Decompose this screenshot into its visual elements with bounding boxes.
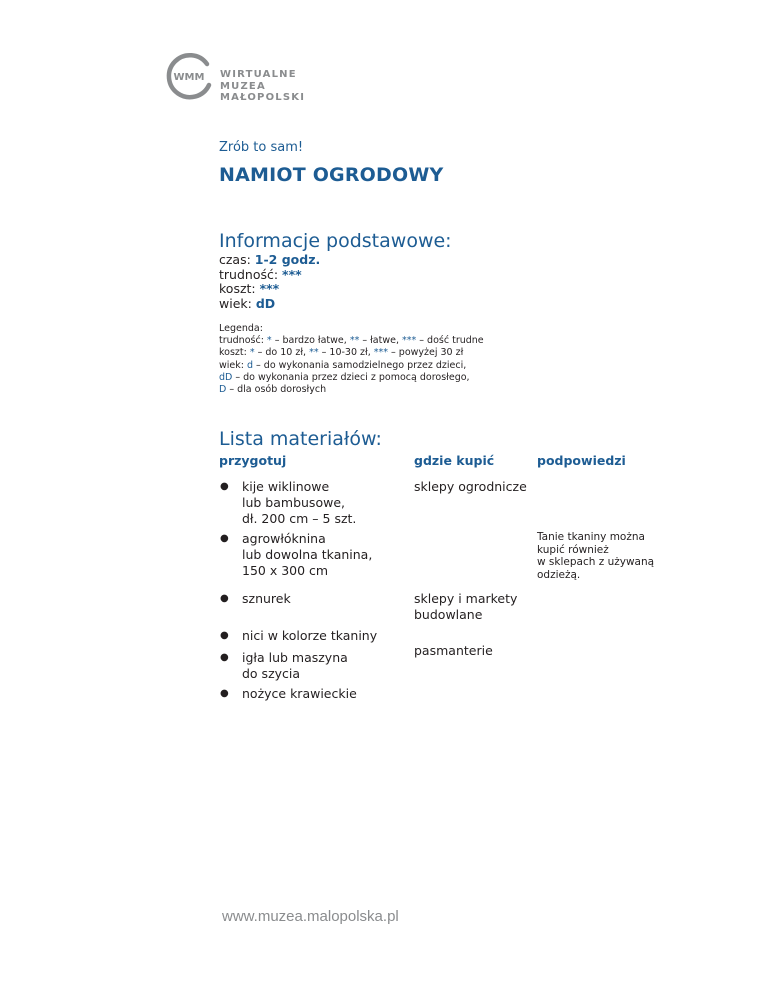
logo-text xyxy=(220,69,305,104)
page-title: NAMIOT OGRODOWY xyxy=(219,164,444,186)
basic-info-heading: Informacje podstawowe: xyxy=(219,230,452,252)
legend-age: wiek: d – do wykonania samodzielnego przez dzieci, xyxy=(219,359,467,371)
footer-url[interactable]: www.muzea.malopolska.pl xyxy=(222,908,399,925)
list-item: nożyce krawieckie xyxy=(242,686,357,701)
legend-cost: koszt: * – do 10 zł, ** – 10-30 zł, *** – powyżej 30 zł xyxy=(219,347,464,359)
logo-line-3: MAŁOPOLSKI xyxy=(220,92,306,103)
bullet-icon: ● xyxy=(220,630,229,641)
info-row-difficulty: trudność: *** xyxy=(219,266,302,282)
column-header-where: gdzie kupić xyxy=(414,453,495,468)
info-row-cost: koszt: *** xyxy=(219,281,280,296)
where-to-buy: sklepy ogrodnicze xyxy=(414,479,527,494)
logo-letters: WMM xyxy=(173,72,205,83)
legend xyxy=(219,323,484,396)
info-row-age: wiek: dD xyxy=(219,295,276,311)
legend-age-2: dD – do wykonania przez dzieci z pomocą dorosłego, xyxy=(219,371,470,383)
logo[interactable] xyxy=(165,52,325,102)
bullet-icon: ● xyxy=(220,593,229,604)
list-item: nici w kolorze tkaniny xyxy=(242,628,378,643)
column-header-tips: podpowiedzi xyxy=(537,453,626,468)
legend-age-3: D – dla osób dorosłych xyxy=(219,384,327,396)
tagline: Zrób to sam! xyxy=(219,140,304,155)
bullet-icon: ● xyxy=(220,533,229,544)
where-to-buy: sklepy i markety budowlane xyxy=(414,591,518,622)
bullet-icon: ● xyxy=(220,688,229,699)
list-item: agrowłóknina lub dowolna tkanina, 150 x 300 cm xyxy=(242,531,373,578)
legend-title: Legenda: xyxy=(219,323,263,334)
wmm-logo-icon xyxy=(165,52,215,102)
where-to-buy: pasmanterie xyxy=(414,643,493,658)
bullet-icon: ● xyxy=(220,652,229,663)
column-header-prepare: przygotuj xyxy=(219,453,287,468)
list-item: sznurek xyxy=(242,591,291,606)
logo-line-1: WIRTUALNE xyxy=(220,69,297,80)
logo-line-2: MUZEA xyxy=(220,80,266,92)
tip-note: Tanie tkaniny można kupić również w sklepach z używaną odzieżą. xyxy=(537,531,655,581)
legend-difficulty: trudność: * – bardzo łatwe, ** – łatwe, *** – dość trudne xyxy=(219,335,484,347)
basic-info xyxy=(219,253,320,311)
info-row-time: czas: 1-2 godz. xyxy=(219,252,321,267)
list-item: igła lub maszyna do szycia xyxy=(242,650,348,681)
list-item: kije wiklinowe lub bambusowe, dł. 200 cm – 5 szt. xyxy=(242,479,357,526)
materials-heading: Lista materiałów: xyxy=(219,428,382,450)
bullet-icon: ● xyxy=(220,481,229,492)
